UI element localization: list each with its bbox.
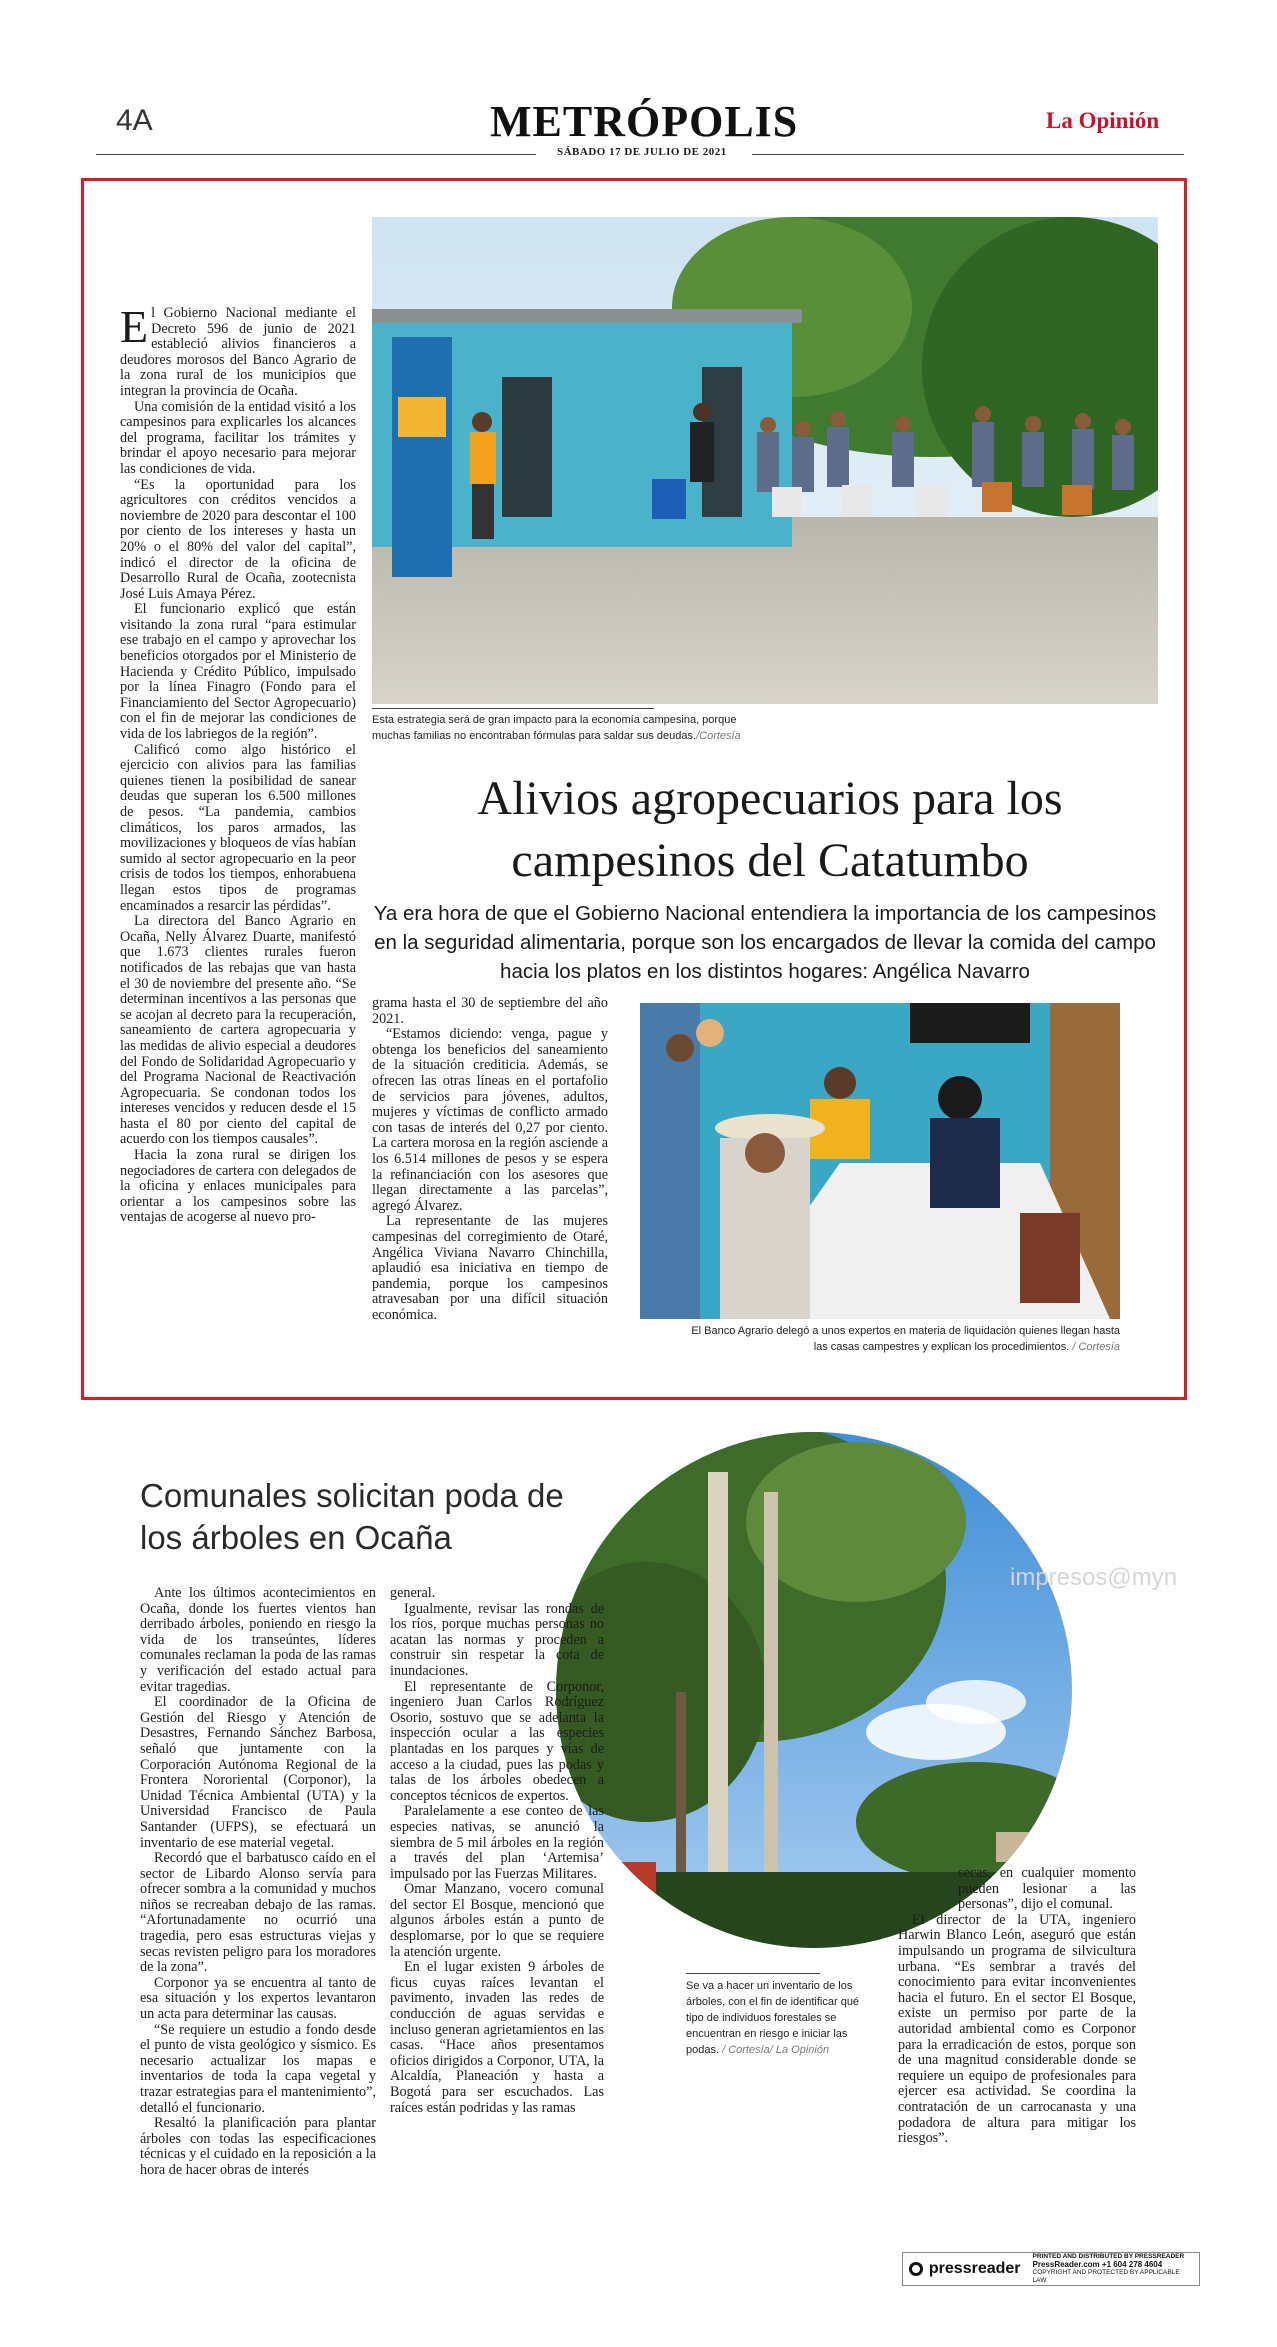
article1-paragraph: grama hasta el 30 de septiembre del año 2021. [372, 995, 608, 1027]
article2-paragraph: general. [390, 1585, 436, 1601]
page-number: 4A [116, 104, 153, 137]
photo-community-meeting [372, 217, 1158, 704]
photo1-caption [372, 712, 752, 744]
article2-paragraph: Omar Manzano, vocero comunal del sector El Bosque, mencionó que algunos árboles están a punto de desplomarse, por lo que se requiere la atención urgente. [390, 1881, 604, 1960]
article2-paragraph: Ante los últimos acontecimientos en Ocaña, donde los fuertes vientos han derribado árboles, poniendo en riesgo la vida de los transeúntes, líderes comunales reclaman la poda de las ramas y verificación del estado actual para evitar tragedias. [140, 1585, 376, 1695]
article2-paragraph: El representante de Corponor, ingeniero Juan Carlos Rodríguez Osorio, sostuvo que se adelanta la inspección ocular a las especies plantadas en los parques y vías de acceso a la ciudad, pues las podas y talas de los árboles obedecen a conceptos técnicos de expertos. [390, 1678, 604, 1804]
header-rule-left [96, 154, 536, 155]
article1-column-2 [372, 996, 608, 1323]
pressreader-footer [902, 2252, 1200, 2286]
photo3-credit: / Cortesía/ La Opinión [722, 2044, 830, 2056]
photo1-caption-rule [372, 708, 654, 709]
article2-paragraph: Paralelamente a ese conteo de las especies nativas, se anunció la siembra de 5 mil árboles en la región a través del plan ‘Artemisa’ impulsado por las Fuerzas Militares. [390, 1803, 604, 1882]
photo2-credit: / Cortesía [1072, 1341, 1120, 1353]
photo-bank-advisors-image [640, 1003, 1120, 1319]
dropcap: E [120, 301, 149, 352]
article2-paragraph: En el lugar existen 9 árboles de ficus cuyas raíces levantan el pavimento, invaden las redes de conducción de aguas servidas e incluso generan agrietamientos en las casas. “Hace años presentamos oficios dirigidos a Corponor, UTA, la Alcaldía, Planeación y hasta a Bogotá para ser escuchados. Las raíces están podridas y las ramas [390, 1959, 604, 2116]
article2-paragraph: secas, en cualquier momento pueden lesionar a las personas”, dijo el comunal. [958, 1865, 1136, 1913]
article1-paragraph: La directora del Banco Agrario en Ocaña, Nelly Álvarez Duarte, manifestó que 1.673 clientes rurales fueron notificados de las rebajas que van hasta el 30 de noviembre del presente año. “Se determinan incentivos a las personas que se acojan al decreto para la recuperación, saneamiento de cartera agropecuaria y las medidas de alivio especial a deudores del Fondo de Solidaridad Agropecuario y del Programa Nacional de Reactivación Agropecuaria. Se condonan todos los intereses vencidos y reducen desde el 15 hasta el 80 por ciento del capital de acuerdo con los tiempos causales”. [120, 913, 356, 1148]
article1-paragraph: Hacia la zona rural se dirigen los negociadores de cartera con delegados de la oficina y enlaces municipales para orientar a los campesinos sobre las ventajas de acogerse al nuevo pro- [120, 1147, 356, 1226]
article2-column-1 [140, 1586, 376, 2179]
article1-paragraph [120, 301, 356, 400]
photo1-caption-text: Esta estrategia será de gran impacto para la economía campesina, porque muchas familias no encontraban fórmulas para saldar sus deudas. [372, 714, 737, 742]
watermark: impresos@myn [1010, 1564, 1178, 1591]
article1-paragraph: Calificó como algo histórico el ejercicio con alivios para las familias quienes tienen la posibilidad de sanear deudas que superan los 6.500 millones de pesos. “La pandemia, cambios climáticos, los paros armados, las movilizaciones y bloqueos de vías habían sumido al sector agropecuario en la peor crisis de todos los tiempos, enhorabuena llegan estos tipos de programas encaminados a resarcir las pérdidas”. [120, 741, 357, 914]
article1-column-1 [120, 301, 357, 1226]
article1-paragraph: “Es la oportunidad para los agricultores con créditos vencidos a noviembre de 2020 para descontar el 100 por ciento de los intereses y hasta un 20% o el 80% del valor del capital”, indicó el director de la oficina de Desarrollo Rural de Ocaña, zootecnista José Luis Amaya Pérez. [120, 476, 356, 602]
issue-date: SÁBADO 17 DE JULIO DE 2021 [557, 146, 727, 158]
article1-paragraph: Una comisión de la entidad visitó a los campesinos para explicarles los alcances del programa, facilitar los trámites y brindar el apoyo necesario para mejorar las condiciones de vida. [120, 398, 356, 477]
article2-headline: Comunales solicitan poda de los árboles en Ocaña [140, 1477, 564, 1556]
pressreader-line-2: PressReader.com +1 604 278 4604 [1032, 2260, 1163, 2269]
article1-deck: Ya era hora de que el Gobierno Nacional entendiera la importancia de los campesinos en la seguridad alimentaria, porque son los encargados de llevar la comida del campo hacia los platos en los distintos hogares: Angélica Navarro [373, 902, 1157, 983]
article1-paragraph: La representante de las mujeres campesinas del corregimiento de Otaré, Angélica Viviana Navarro Chinchilla, aplaudió esa iniciativa en tiempo de pandemia, porque los campesinos atravesaban por una difícil situación económica. [372, 1213, 608, 1323]
article1-paragraph: El funcionario explicó que están visitando la zona rural “para estimular ese trabajo en el campo y aprovechar los beneficios otorgados por el Ministerio de Hacienda y Crédito Público, impulsado por la línea Finagro (Fondo para el Financiamiento del Sector Agropecuario) con el fin de mejorar las condiciones de vida de los labriegos de la región”. [120, 601, 356, 743]
photo-bank-advisors [640, 1003, 1120, 1319]
pressreader-logo: pressreader [928, 2260, 1021, 2277]
article2-column-2 [390, 1586, 604, 2116]
article2-paragraph: “Se requiere un estudio a fondo desde el punto de vista geológico y sísmico. Es necesario actualizar los mapas e inventarios de toda la capa vegetal y trazar estrategias para el mantenimiento”, detalló el funcionario. [140, 2021, 376, 2116]
article2-paragraph: El coordinador de la Oficina de Gestión del Riesgo y Atención de Desastres, Fernando Sánchez Barbosa, señaló que juntamente con la Corporación Autónoma Regional de la Frontera Nororiental (Corponor), la Unidad Técnica Ambiental (UTA) y la Universidad Francisco de Paula Santander (UFPS), se efectuará un inventario de ese material vegetal. [140, 1694, 376, 1851]
article1-headline: Alivios agropecuarios para los campesinos del Catatumbo [477, 772, 1063, 887]
article2-paragraph: Resaltó la planificación para plantar árboles con todas las especificaciones técnicas y el cuidado en la reposición a la hora de hacer obras de interés [140, 2115, 376, 2178]
photo3-caption-rule [686, 1973, 820, 1974]
pressreader-line-3: COPYRIGHT AND PROTECTED BY APPLICABLE LAW [1032, 2269, 1180, 2284]
photo1-credit: /Cortesía [696, 730, 741, 742]
section-title: METRÓPOLIS [490, 97, 799, 146]
article2-paragraph: Igualmente, revisar las rondas de los ríos, porque muchas personas no acatan las normas y proceden a construir sin respetar la cota de inundaciones. [390, 1600, 604, 1679]
article2-paragraph: Recordó que el barbatusco caído en el sector de Libardo Alonso servía para ofrecer sombra a la comunidad y muchos niños se recreaban debajo de las ramas. “Afortunadamente no ocurrió una tragedia, pero esas estructuras viejas y secas revisten peligro para los moradores de la zona”. [140, 1850, 376, 1976]
article2-paragraph: Corponor ya se encuentra al tanto de esa situación y los expertos levantaron un acta para determinar las causas. [140, 1974, 376, 2023]
pressreader-info [1033, 2253, 1193, 2285]
pressreader-line-1: PRINTED AND DISTRIBUTED BY PRESSREADER [1032, 2253, 1185, 2260]
photo2-caption [690, 1323, 1120, 1355]
photo3-caption-text: Se va a hacer un inventario de los árboles, con el fin de identificar qué tipo de individuos forestales se encuentran en riesgo e iniciar las podas. [686, 1980, 860, 2056]
article2-column-3 [898, 1866, 1136, 2147]
photo3-caption [686, 1978, 872, 2058]
article1-lead-text: l Gobierno Nacional mediante el Decreto 596 de junio de 2021 estableció alivios financieros a deudores morosos del Banco Agrario de la zona rural de los municipios que integran la provincia de Ocaña. [120, 305, 356, 399]
photo2-caption-text: El Banco Agrario delegó a unos expertos en materia de liquidación quienes llegan hasta las casas campestres y explican los procedimientos. [691, 1325, 1120, 1353]
pressreader-icon [909, 2262, 923, 2276]
article2-paragraph: El director de la UTA, ingeniero Harwin Blanco León, aseguró que están impulsando un programa de silvicultura urbana. “Es sembrar a través del conocimiento para evitar inconvenientes hacia el futuro. En el sector El Bosque, existe un permiso por parte de la autoridad ambiental como es Corponor para la erradicación de estos, porque son de una magnitud considerable donde se requiere un equipo de profesionales para ejercer esa actividad. Se coordina la contratación de un carrocanasta y una podadora de altura para mitigar los riesgos”. [898, 1911, 1136, 2147]
header-rule-right [752, 154, 1184, 155]
brand-logo: La Opinión [1046, 108, 1160, 133]
photo-community-meeting-image [372, 217, 1158, 704]
article1-paragraph: “Estamos diciendo: venga, pague y obtenga los beneficios del saneamiento de la situación crediticia. Además, se ofrecen las otras líneas en el portafolio de servicios para jóvenes, adultos, mujeres y víctimas de conflicto armado con tasas de interés del 0,27 por ciento. La cartera morosa en la región asciende a los 6.514 millones de pesos y se espera la refinanciación con los asesores que llegan directamente a las parcelas”, agregó Álvarez. [372, 1026, 608, 1214]
